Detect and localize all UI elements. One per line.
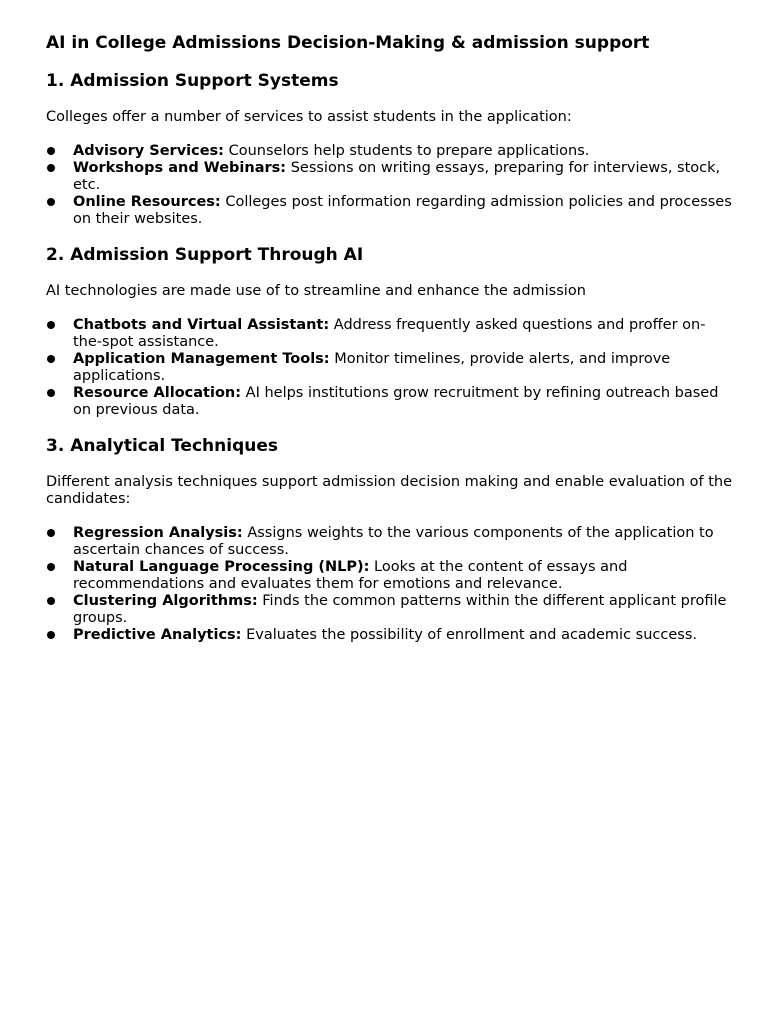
list-item-term: Advisory Services: [73,143,224,159]
bullet-icon [47,164,55,172]
list-item [46,143,736,160]
list-item-term: Predictive Analytics: [73,627,242,643]
list-item-text: Assigns weights to the various components of the application to ascertain chances of success. [73,525,714,558]
list-item-term: Resource Allocation: [73,385,242,401]
list-item [46,593,736,627]
list-item-term: Workshops and Webinars: [73,160,287,176]
section-heading: 2. Admission Support Through AI [46,245,364,265]
bullet-list [46,317,736,419]
section-intro: Different analysis techniques support admission decision making and enable evaluation of the candidates: [46,474,732,507]
list-item [46,559,736,593]
section-admission-support-through-ai [46,244,736,419]
list-item-text: Evaluates the possibility of enrollment and academic success. [241,627,697,643]
list-item-term: Natural Language Processing (NLP): [73,559,370,575]
section-analytical-techniques [46,435,736,644]
list-item [46,627,736,644]
section-admission-support-systems [46,70,736,228]
list-item-text: Counselors help students to prepare applications. [223,143,590,159]
list-item [46,160,736,194]
section-heading: 1. Admission Support Systems [46,71,339,91]
bullet-icon [47,563,55,571]
list-item [46,194,736,228]
list-item-term: Regression Analysis: [73,525,243,541]
list-item-term: Chatbots and Virtual Assistant: [73,317,330,333]
bullet-icon [47,631,55,639]
list-item [46,317,736,351]
bullet-icon [47,198,55,206]
section-intro: Colleges offer a number of services to assist students in the application: [46,109,572,125]
bullet-icon [47,389,55,397]
list-item-text: Looks at the content of essays and recommendations and evaluates them for emotions and relevance. [73,559,628,592]
list-item-text: Colleges post information regarding admission policies and processes on their websites. [73,194,732,227]
list-item-term: Clustering Algorithms: [73,593,258,609]
bullet-icon [47,355,55,363]
list-item [46,351,736,385]
bullet-icon [47,147,55,155]
bullet-icon [47,597,55,605]
bullet-list [46,143,736,228]
list-item [46,525,736,559]
list-item-text: AI helps institutions grow recruitment by refining outreach based on previous data. [73,385,719,418]
list-item-term: Application Management Tools: [73,351,330,367]
list-item-text: Finds the common patterns within the different applicant profile groups. [73,593,727,626]
list-item-text: Monitor timelines, provide alerts, and improve applications. [73,351,671,384]
document-page [46,32,736,644]
section-intro: AI technologies are made use of to streamline and enhance the admission [46,283,586,299]
section-heading: 3. Analytical Techniques [46,436,278,456]
bullet-list [46,525,736,644]
list-item-text: Sessions on writing essays, preparing for interviews, stock, etc. [73,160,721,193]
list-item-term: Online Resources: [73,194,221,210]
list-item [46,385,736,419]
bullet-icon [47,321,55,329]
list-item-text: Address frequently asked questions and proffer on- the-spot assistance. [73,317,706,350]
document-title: AI in College Admissions Decision-Making & admission support [46,33,650,53]
bullet-icon [47,529,55,537]
